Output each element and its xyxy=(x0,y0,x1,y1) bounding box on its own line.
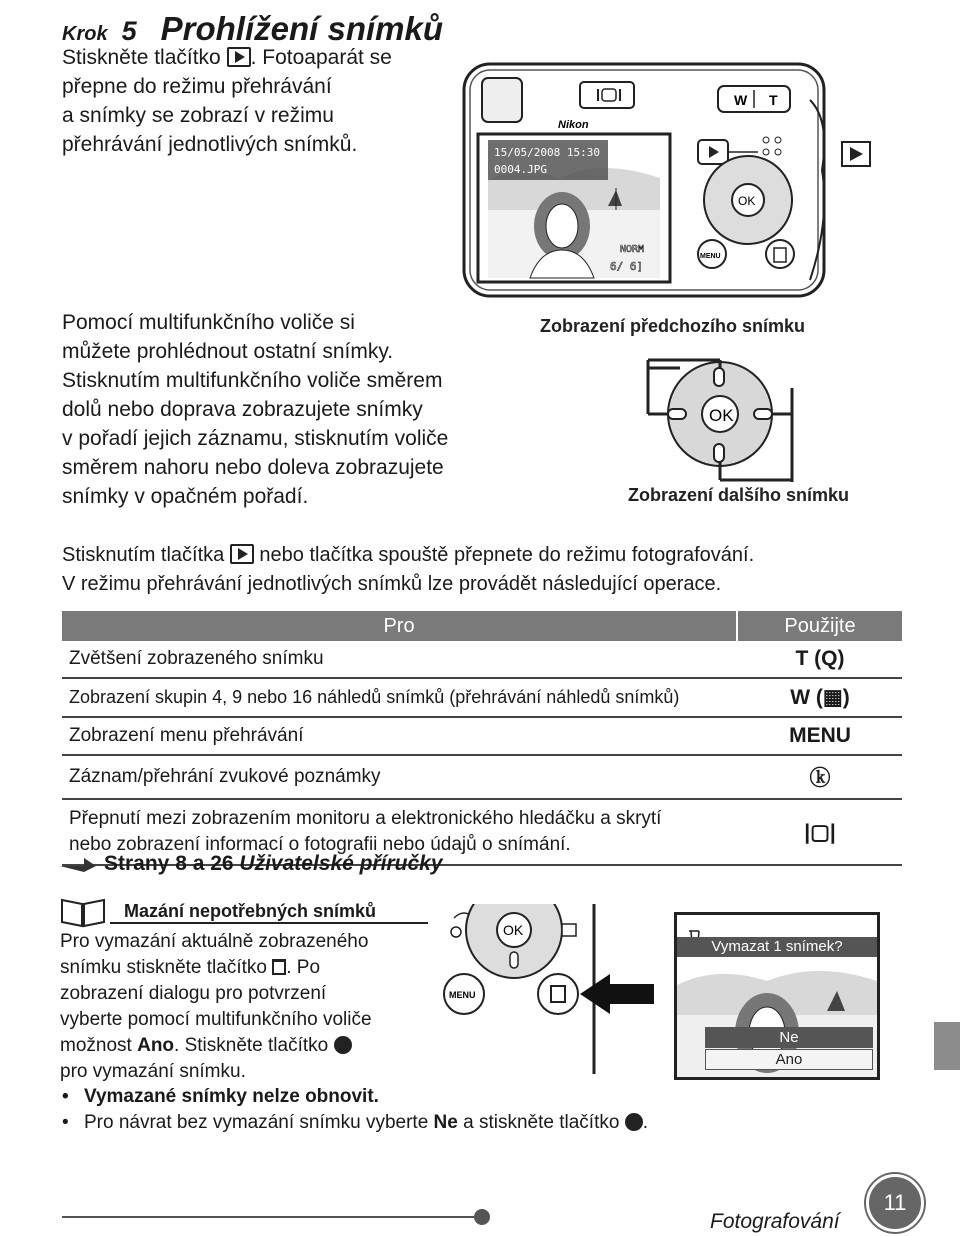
footer-rule xyxy=(62,1216,482,1218)
table-cell: Zvětšení zobrazeného snímku xyxy=(62,641,737,678)
table-cell: MENU xyxy=(737,717,902,755)
svg-text:0004.JPG: 0004.JPG xyxy=(494,163,547,176)
svg-text:MENU: MENU xyxy=(449,990,476,1000)
note-title: Mazání nepotřebných snímků xyxy=(124,901,377,921)
svg-text:MENU: MENU xyxy=(700,253,721,260)
text-segment: Pro návrat bez vymazání snímku vyberte xyxy=(84,1112,434,1133)
intro-line: přehrávání jednotlivých snímků. xyxy=(62,133,358,156)
arrow-icon xyxy=(580,974,654,1014)
down-arrow-icon xyxy=(714,444,724,462)
operations-table xyxy=(62,611,902,866)
step-number: 5 xyxy=(121,16,137,46)
page-title: Prohlížení snímků xyxy=(160,10,443,47)
section-tab xyxy=(934,1022,960,1070)
svg-text:OK: OK xyxy=(503,922,524,938)
table-row xyxy=(62,717,902,755)
column-header-use: Použijte xyxy=(737,611,902,641)
intro-line: a snímky se zobrazí v režimu xyxy=(62,104,334,127)
text-segment: nebo tlačítka spouště přepnete do režimu fotografování. xyxy=(259,544,755,566)
text-segment: Ano xyxy=(137,1035,175,1056)
svg-text:15/05/2008 15:30: 15/05/2008 15:30 xyxy=(494,146,600,159)
table-cell: |▢| xyxy=(737,799,902,865)
text-segment: a stiskněte tlačítko xyxy=(457,1112,620,1133)
paragraph-line: v pořadí jejich záznamu, stisknutím voliče xyxy=(62,427,449,450)
paragraph-line: V režimu přehrávání jednotlivých snímků lze provádět následující operace. xyxy=(62,573,722,595)
table-cell: Záznam/přehrání zvukové poznámky xyxy=(62,755,737,799)
trash-icon xyxy=(272,959,286,975)
intro-line: přepne do režimu přehrávání xyxy=(62,75,332,98)
text-segment: . xyxy=(642,1112,648,1133)
viewfinder-icon xyxy=(482,78,522,122)
paragraph-line: snímky v opačném pořadí. xyxy=(62,485,309,508)
table-cell: T (Q) xyxy=(737,641,902,678)
text-segment: . Stiskněte tlačítko xyxy=(174,1035,329,1056)
text-segment: snímku stiskněte tlačítko xyxy=(60,957,267,978)
note-line: vyberte pomocí multifunkčního voliče xyxy=(60,1009,372,1030)
note-line: zobrazení dialogu pro potvrzení xyxy=(60,983,327,1004)
footer-section-title: Fotografování xyxy=(710,1210,840,1233)
ok-icon xyxy=(334,1036,352,1054)
note-text xyxy=(60,929,372,1085)
svg-text:6/ 6]: 6/ 6] xyxy=(610,260,644,273)
paragraph-line: Stisknutím multifunkčního voliče směrem xyxy=(62,369,443,392)
text-segment: možnost xyxy=(60,1035,138,1056)
table-cell: Zobrazení skupin 4, 9 nebo 16 náhledů snímků (přehrávání náhledů snímků) xyxy=(62,678,737,717)
footer-dot xyxy=(474,1209,490,1225)
paragraph-line: Pomocí multifunkčního voliče si xyxy=(62,311,355,334)
text-segment: . Po xyxy=(286,957,321,978)
table-row xyxy=(62,755,902,799)
intro-line: . Fotoaparát se xyxy=(250,46,392,69)
up-arrow-icon xyxy=(714,368,724,386)
prev-image-caption: Zobrazení předchozího snímku xyxy=(540,316,806,336)
note-divider xyxy=(110,922,428,924)
trash-button-icon xyxy=(538,974,578,1014)
delete-buttons-illustration xyxy=(434,904,670,1074)
shooting-mode-text xyxy=(62,541,754,599)
paragraph-line: dolů nebo doprava zobrazujete snímky xyxy=(62,398,423,421)
svg-text:T: T xyxy=(769,92,778,108)
left-arrow-icon xyxy=(668,409,686,419)
table-cell: Zobrazení menu přehrávání xyxy=(62,717,737,755)
column-header-for: Pro xyxy=(62,611,737,641)
paragraph-line: můžete prohlédnout ostatní snímky. xyxy=(62,340,394,363)
svg-text:OK: OK xyxy=(709,406,734,425)
note-line: pro vymazání snímku. xyxy=(60,1061,246,1082)
table-cell: W (▦) xyxy=(737,678,902,717)
svg-text:OK: OK xyxy=(738,194,756,208)
table-row xyxy=(62,641,902,678)
table-row xyxy=(62,678,902,717)
dialog-option-yes[interactable]: Ano xyxy=(705,1049,873,1070)
svg-text:NORM: NORM xyxy=(620,244,645,255)
next-image-caption: Zobrazení dalšího snímku xyxy=(628,485,850,505)
step-word: Krok xyxy=(62,23,108,45)
svg-text:Nikon: Nikon xyxy=(558,119,589,131)
text-segment: Stisknutím tlačítka xyxy=(62,544,225,566)
ok-icon xyxy=(625,1113,643,1131)
dialog-option-no[interactable]: Ne xyxy=(705,1027,873,1048)
page-number: 11 xyxy=(866,1174,924,1232)
camera-back-illustration xyxy=(460,60,880,300)
play-icon xyxy=(230,544,254,564)
note-line: Pro vymazání aktuálně zobrazeného xyxy=(60,931,369,952)
bullet-item xyxy=(84,1110,648,1136)
multi-selector-diagram xyxy=(640,340,810,490)
intro-line: Stiskněte tlačítko xyxy=(62,46,221,69)
bullet-text: Vymazané snímky nelze obnovit. xyxy=(84,1086,379,1107)
delete-dialog-screen xyxy=(674,912,880,1080)
cell-line: Přepnutí mezi zobrazením monitoru a elektronického hledáčku a skrytí xyxy=(69,808,662,829)
note-bullets xyxy=(84,1084,648,1136)
bullet-item xyxy=(84,1084,648,1110)
cell-line: nebo zobrazení informací o fotografii nebo údajů o snímání. xyxy=(69,834,571,855)
text-segment: Ne xyxy=(433,1112,458,1133)
play-icon xyxy=(227,47,251,67)
svg-text:W: W xyxy=(734,92,748,108)
page-reference xyxy=(60,852,443,876)
reference-book: Uživatelské příručky xyxy=(239,852,443,875)
intro-text xyxy=(62,43,392,159)
book-icon xyxy=(60,896,106,928)
reference-arrow-icon xyxy=(60,852,96,872)
right-arrow-icon xyxy=(754,409,772,419)
dialog-title: Vymazat 1 snímek? xyxy=(677,937,877,957)
reference-text: Strany 8 a 26 xyxy=(104,852,240,875)
multi-selector-text xyxy=(62,308,448,511)
table-cell: ⓚ xyxy=(737,755,902,799)
paragraph-line: směrem nahoru nebo doleva zobrazujete xyxy=(62,456,444,479)
monitor-button-icon xyxy=(580,82,634,108)
trash-button-icon xyxy=(766,240,794,268)
